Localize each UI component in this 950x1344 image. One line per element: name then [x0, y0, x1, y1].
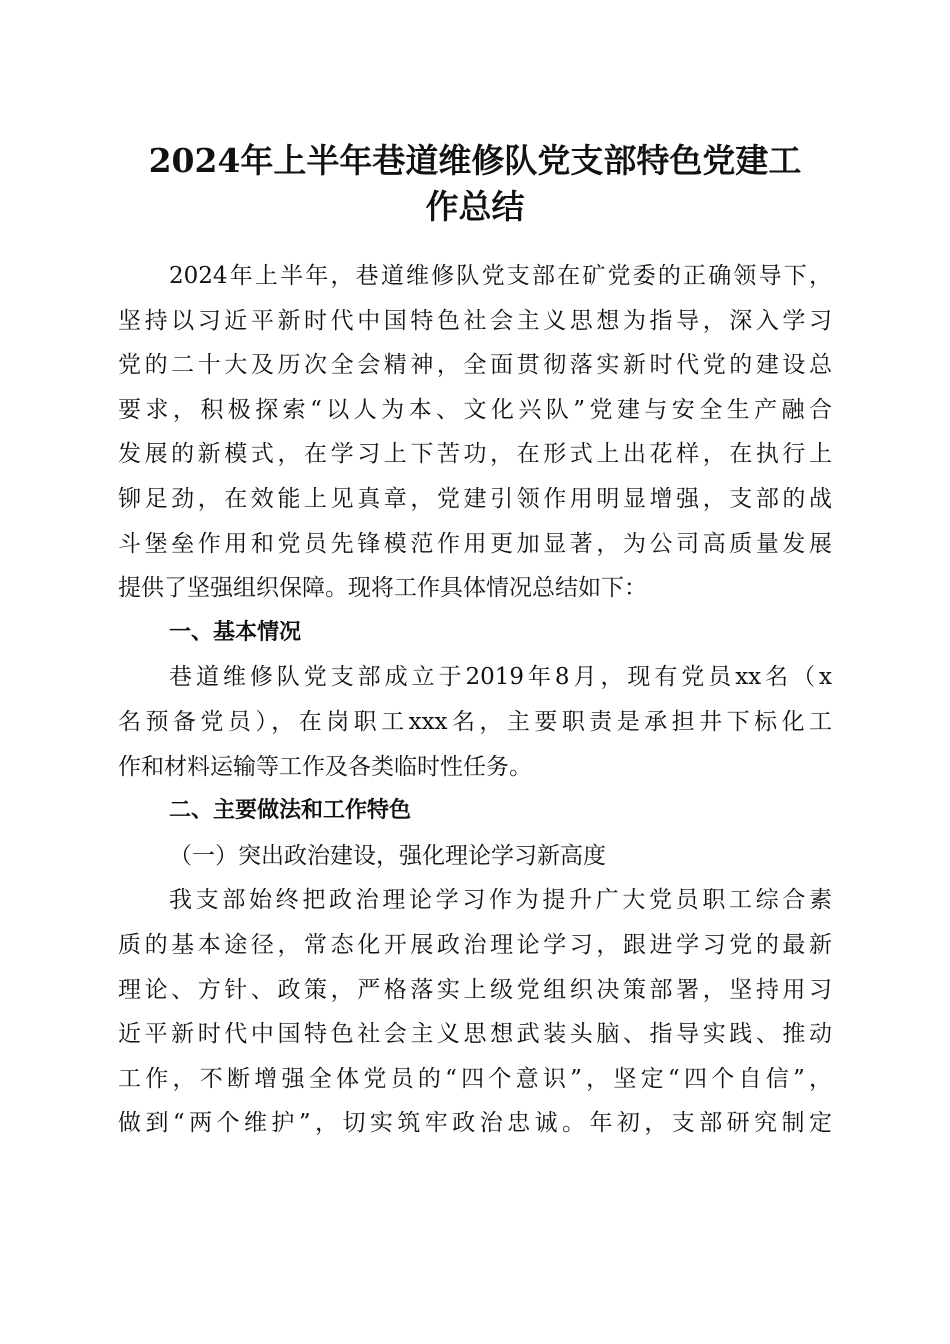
title-line-1: 2024年上半年巷道维修队党支部特色党建工	[148, 141, 802, 180]
section1-line: 巷道维修队党支部成立于2019年8月，现有党员xx名（x	[169, 664, 832, 691]
intro-line: 斗堡垒作用和党员先锋模范作用更加显著，为公司高质量发展	[118, 530, 832, 557]
subsection1-line: 理论、方针、政策，严格落实上级党组织决策部署，坚持用习	[118, 976, 832, 1003]
subsection1-line: 做到“两个维护”，切实筑牢政治忠诚。年初，支部研究制定	[118, 1110, 832, 1137]
intro-line: 要求，积极探索“以人为本、文化兴队”党建与安全生产融合	[118, 396, 832, 423]
intro-line: 提供了坚强组织保障。现将工作具体情况总结如下：	[118, 575, 647, 602]
section1-line: 作和材料运输等工作及各类临时性任务。	[118, 753, 532, 780]
intro-line: 铆足劲，在效能上见真章，党建引领作用明显增强，支部的战	[118, 485, 832, 512]
section1-line: 名预备党员），在岗职工xxx名，主要职责是承担井下标化工	[118, 708, 832, 735]
document-body	[118, 254, 832, 1146]
intro-line: 坚持以习近平新时代中国特色社会主义思想为指导，深入学习	[118, 307, 832, 334]
title-line-2: 作总结	[425, 187, 525, 226]
section-heading-basic-info: 一、基本情况	[169, 619, 302, 645]
subsection1-line: 质的基本途径，常态化开展政治理论学习，跟进学习党的最新	[118, 931, 832, 958]
document-title	[100, 138, 850, 230]
intro-line: 发展的新模式，在学习上下苦功，在形式上出花样，在执行上	[118, 441, 832, 468]
section-heading-practices: 二、主要做法和工作特色	[169, 798, 412, 824]
subsection1-line: 我支部始终把政治理论学习作为提升广大党员职工综合素	[169, 887, 832, 914]
intro-line: 2024年上半年，巷道维修队党支部在矿党委的正确领导下，	[169, 263, 832, 289]
subsection1-line: 工作，不断增强全体党员的“四个意识”，坚定“四个自信”，	[118, 1065, 832, 1092]
subsection1-line: 近平新时代中国特色社会主义思想武装头脑、指导实践、推动	[118, 1021, 832, 1048]
subsection-heading-political: （一）突出政治建设，强化理论学习新高度	[169, 842, 606, 869]
intro-line: 党的二十大及历次全会精神，全面贯彻落实新时代党的建设总	[118, 352, 832, 379]
